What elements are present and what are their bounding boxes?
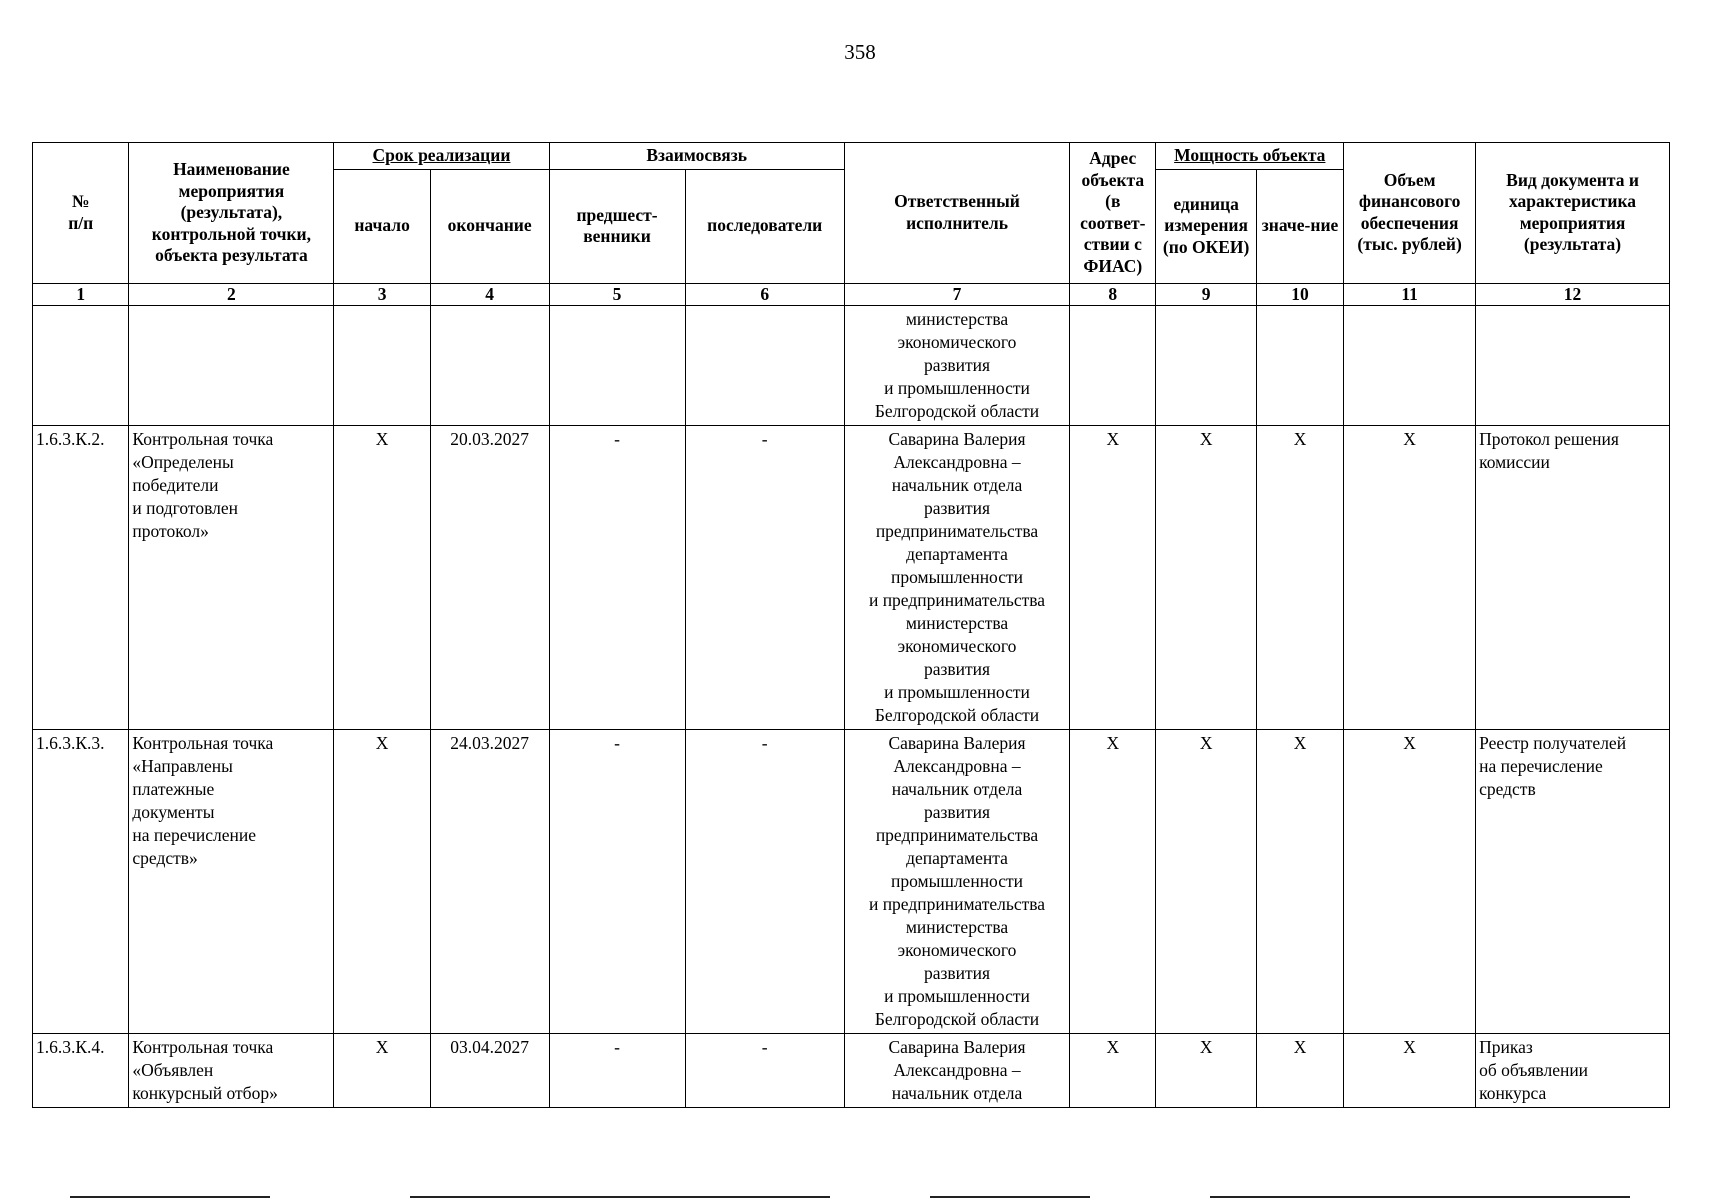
- row-funding: X: [1344, 729, 1476, 1033]
- page-number: 358: [844, 40, 876, 64]
- row-address: X: [1070, 1033, 1156, 1107]
- row-end: 24.03.2027: [430, 729, 549, 1033]
- row-doc: Протокол решения комиссии: [1476, 425, 1670, 729]
- activities-table: [32, 142, 1670, 1108]
- table-row: [33, 1033, 1670, 1107]
- column-number: 4: [430, 283, 549, 305]
- row-doc: Приказ об объявлении конкурса: [1476, 1033, 1670, 1107]
- header-funding: Объем финансового обеспечения (тыс. рублей): [1344, 143, 1476, 284]
- scan-mark: [70, 1196, 270, 1198]
- row-prev: -: [549, 729, 685, 1033]
- row-unit: X: [1156, 1033, 1256, 1107]
- column-number: 12: [1476, 283, 1670, 305]
- row-value: X: [1256, 729, 1343, 1033]
- column-number: 9: [1156, 283, 1256, 305]
- row-unit: X: [1156, 425, 1256, 729]
- scan-mark: [1210, 1196, 1630, 1198]
- row-start: X: [334, 425, 430, 729]
- row-start: X: [334, 1033, 430, 1107]
- row-name: Контрольная точка «Определены победители и подготовлен протокол»: [129, 425, 334, 729]
- row-name: Контрольная точка «Объявлен конкурсный отбор»: [129, 1033, 334, 1107]
- row-num: 1.6.3.К.4.: [33, 1033, 129, 1107]
- continuation-row: [33, 305, 1670, 425]
- header-term-group: Срок реализации: [334, 143, 549, 170]
- row-funding: X: [1344, 425, 1476, 729]
- continuation-responsible: министерства экономического развития и промышленности Белгородской области: [844, 305, 1069, 425]
- scan-mark: [410, 1196, 830, 1198]
- column-number: 11: [1344, 283, 1476, 305]
- header-capacity-group: Мощность объекта: [1156, 143, 1344, 170]
- column-number: 8: [1070, 283, 1156, 305]
- row-address: X: [1070, 729, 1156, 1033]
- column-number: 3: [334, 283, 430, 305]
- row-value: X: [1256, 425, 1343, 729]
- column-number: 7: [844, 283, 1069, 305]
- header-link-prev: предшест-венники: [549, 169, 685, 283]
- header-term-start: начало: [334, 169, 430, 283]
- header-name: Наименование мероприятия (результата), контрольной точки, объекта результата: [129, 143, 334, 284]
- row-unit: X: [1156, 729, 1256, 1033]
- row-num: 1.6.3.К.2.: [33, 425, 129, 729]
- row-responsible: Саварина Валерия Александровна – начальник отдела: [844, 1033, 1069, 1107]
- header-link-next: последователи: [685, 169, 844, 283]
- column-number: 10: [1256, 283, 1343, 305]
- row-doc: Реестр получателей на перечисление средств: [1476, 729, 1670, 1033]
- column-number: 2: [129, 283, 334, 305]
- header-doc-type: Вид документа и характеристика мероприятия (результата): [1476, 143, 1670, 284]
- table-row: [33, 425, 1670, 729]
- row-num: 1.6.3.К.3.: [33, 729, 129, 1033]
- scan-mark: [930, 1196, 1090, 1198]
- column-number: 6: [685, 283, 844, 305]
- row-funding: X: [1344, 1033, 1476, 1107]
- row-value: X: [1256, 1033, 1343, 1107]
- row-address: X: [1070, 425, 1156, 729]
- scan-edge-marks: [30, 1196, 1690, 1198]
- row-next: -: [685, 729, 844, 1033]
- header-num: № п/п: [33, 143, 129, 284]
- row-next: -: [685, 1033, 844, 1107]
- header-address: Адрес объекта (в соответ-ствии с ФИАС): [1070, 143, 1156, 284]
- header-responsible: Ответственный исполнитель: [844, 143, 1069, 284]
- column-number-row: [33, 283, 1670, 305]
- column-number: 1: [33, 283, 129, 305]
- header-link-group: Взаимосвязь: [549, 143, 844, 170]
- header-capacity-unit: единица измерения (по ОКЕИ): [1156, 169, 1256, 283]
- row-responsible: Саварина Валерия Александровна – начальник отдела развития предпринимательства департамента промышленности и предпринимательства министерства экономического развития и промышленности Белгородской области: [844, 729, 1069, 1033]
- header-row-1: [33, 143, 1670, 170]
- row-responsible: Саварина Валерия Александровна – начальник отдела развития предпринимательства департамента промышленности и предпринимательства министерства экономического развития и промышленности Белгородской области: [844, 425, 1069, 729]
- row-prev: -: [549, 1033, 685, 1107]
- row-end: 20.03.2027: [430, 425, 549, 729]
- header-capacity-value: значе-ние: [1256, 169, 1343, 283]
- row-end: 03.04.2027: [430, 1033, 549, 1107]
- row-next: -: [685, 425, 844, 729]
- column-number: 5: [549, 283, 685, 305]
- table-row: [33, 729, 1670, 1033]
- header-term-end: окончание: [430, 169, 549, 283]
- row-start: X: [334, 729, 430, 1033]
- row-name: Контрольная точка «Направлены платежные документы на перечисление средств»: [129, 729, 334, 1033]
- row-prev: -: [549, 425, 685, 729]
